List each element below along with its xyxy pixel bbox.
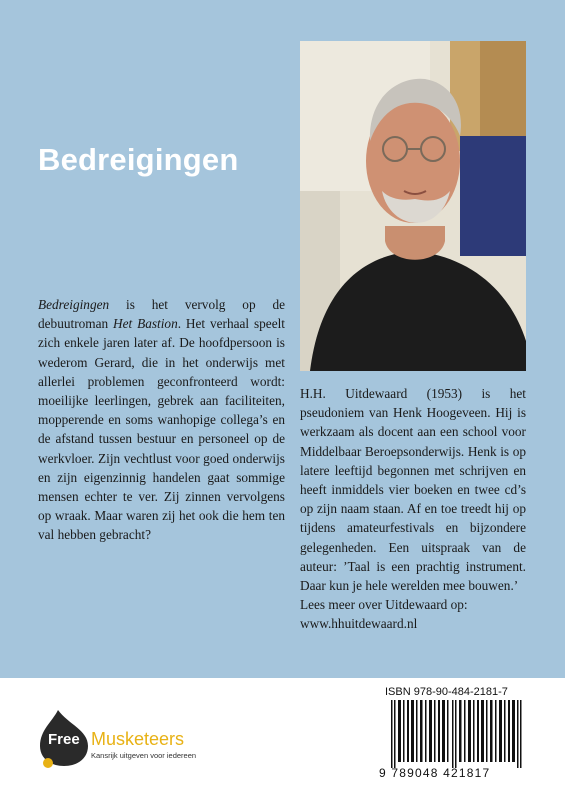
author-bio-block bbox=[300, 384, 526, 634]
publisher-logo bbox=[38, 708, 197, 772]
book-title: Bedreigingen bbox=[38, 142, 239, 177]
blurb-body: . Het verhaal speelt zich enkele jaren later af. De hoofdpersoon is wederom Gerard, die in het onderwijs met allerlei problemen geconfronteerd wordt: moeilijke leerlingen, gebrek aan faciliteiten, mopperende en soms wanhopige collega’s en de afstand tussen bestuur en personeel op de werkvloer. Zijn vechtlust voor goed onderwijs en zijn eigenzinnig handelen gaat sommige mensen echter te ver. Zij zinnen vervolgens op wraak. Maar waren zij het ook die hem ten val hebben gebracht? bbox=[38, 316, 286, 543]
barcode-bars bbox=[385, 700, 529, 768]
logo-tagline: Kansrijk uitgeven voor iedereen bbox=[91, 751, 197, 760]
author-bio: H.H. Uitdewaard (1953) is het pseudoniem van Henk Hoogeveen. Hij is werkzaam als docent aan een school voor Middelbaar Beroepsonderwijs. Henk is op latere leeftijd begonnen met schrijven en heeft inmiddels vier boeken en twee cd’s op zijn naam staan. Af en toe treedt hij op tijdens amateurfestivals en bijzondere gelegenheden. Een uitspraak van de auteur: ’Taal is een prachtig instrument. Daar kun je hele werelden mee bouwen.’ bbox=[300, 386, 526, 594]
blurb-bastion-italic: Het Bastion bbox=[113, 316, 178, 332]
isbn-digits: 9 789048 421817 bbox=[379, 766, 491, 780]
logo-musketeers-text: Musketeers bbox=[91, 729, 185, 749]
blurb-intro: is het vervolg op de debuutroman bbox=[38, 297, 285, 332]
isbn-label: ISBN 978-90-484-2181-7 bbox=[385, 686, 508, 698]
logo-free-text: Free bbox=[48, 731, 80, 748]
read-more-label: Lees meer over Uitdewaard op: bbox=[300, 597, 468, 613]
blurb-paragraph bbox=[38, 295, 285, 545]
author-photo bbox=[300, 41, 526, 371]
blurb-title-italic: Bedreigingen bbox=[38, 297, 110, 312]
book-blurb bbox=[38, 295, 285, 545]
author-website[interactable]: www.hhuitdewaard.nl bbox=[300, 616, 418, 632]
barcode bbox=[381, 686, 529, 786]
